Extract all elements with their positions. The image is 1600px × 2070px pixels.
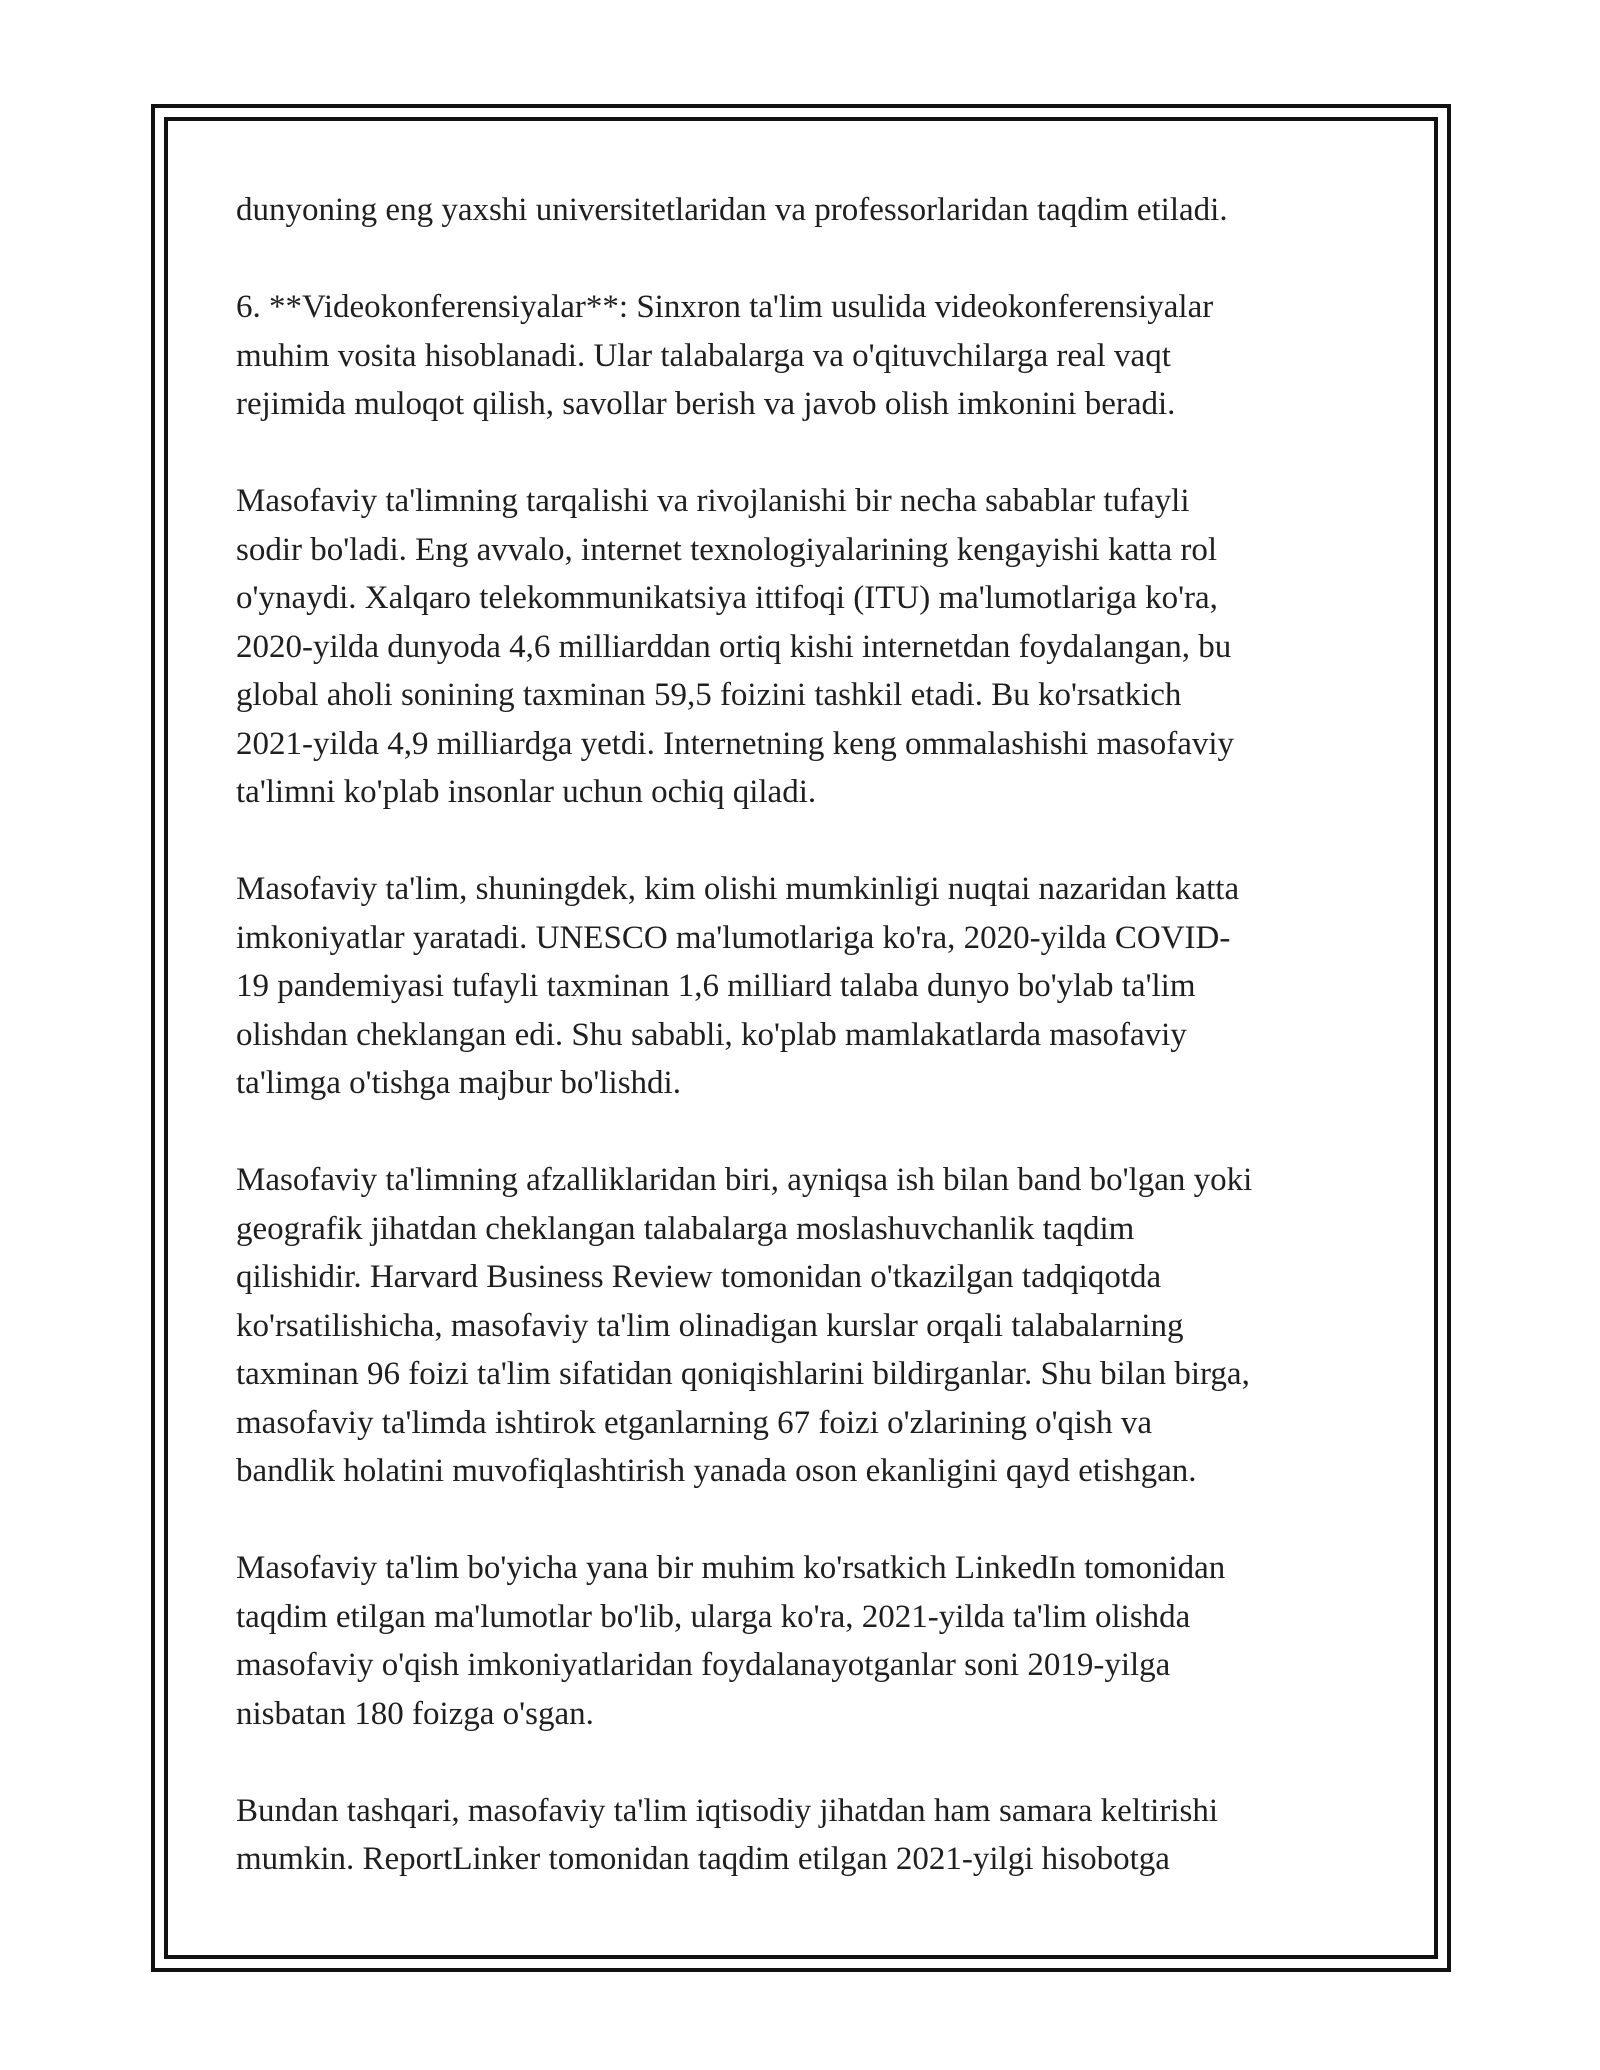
paragraph-economic: Bundan tashqari, masofaviy ta'lim iqtisodiy jihatdan ham samara keltirishi mumkin. ReportLinker tomonidan taqdim etilgan 2021-yilgi hisobotga [236,1792,1218,1877]
paragraph-internet-spread: Masofaviy ta'limning tarqalishi va rivojlanishi bir necha sabablar tufayli sodir bo'ladi. Eng avvalo, internet texnologiyalarining kengayishi katta rol o'ynaydi. Xalqaro telekommunikatsiya ittifoqi (ITU) ma'lumotlariga ko'ra, 2020-yilda dunyoda 4,6 milliarddan ortiq kishi internetdan foydalangan, bu global aholi sonining taxminan 59,5 foizini tashkil etadi. Bu ko'rsatkich 2021-yilda 4,9 milliardga yetdi. Internetning keng ommalashishi masofaviy ta'limni ko'plab insonlar uchun ochiq qiladi. [236,483,1235,810]
paragraph-continuation: dunyoning eng yaxshi universitetlaridan va professorlaridan taqdim etiladi. [236,192,1228,228]
paragraph-unesco-covid: Masofaviy ta'lim, shuningdek, kim olishi mumkinligi nuqtai nazaridan katta imkoniyatlar yaratadi. UNESCO ma'lumotlariga ko'ra, 2020-yilda COVID- 19 pandemiyasi tufayli taxminan 1,6 milliard talaba dunyo bo'ylab ta'lim olishdan cheklangan edi. Shu sababli, ko'plab mamlakatlarda masofaviy ta'limga o'tishga majbur bo'lishdi. [236,871,1240,1101]
paragraph-linkedin: Masofaviy ta'lim bo'yicha yana bir muhim ko'rsatkich LinkedIn tomonidan taqdim etilgan ma'lumotlar bo'lib, ularga ko'ra, 2021-yilda ta'lim olishda masofaviy o'qish imkoniyatlaridan foydalanayotganlar soni 2019-yilga nisbatan 180 foizga o'sgan. [236,1550,1226,1732]
document-body [236,186,1376,1932]
paragraph-flexibility: Masofaviy ta'limning afzalliklaridan biri, ayniqsa ish bilan band bo'lgan yoki geografik jihatdan cheklangan talabalarga moslashuvchanlik taqdim qilishidir. Harvard Business Review tomonidan o'tkazilgan tadqiqotda ko'rsatilishicha, masofaviy ta'lim olinadigan kurslar orqali talabalarning taxminan 96 foizi ta'lim sifatidan qoniqishlarini bildirganlar. Shu bilan birga, masofaviy ta'limda ishtirok etganlarning 67 foizi o'zlarining o'qish va bandlik holatini muvofiqlashtirish yanada oson ekanligini qayd etishgan. [236,1162,1253,1489]
paragraph-videoconferences: 6. **Videokonferensiyalar**: Sinxron ta'lim usulida videokonferensiyalar muhim vosita hisoblanadi. Ular talabalarga va o'qituvchilarga real vaqt rejimida muloqot qilish, savollar berish va javob olish imkonini beradi. [236,289,1214,422]
